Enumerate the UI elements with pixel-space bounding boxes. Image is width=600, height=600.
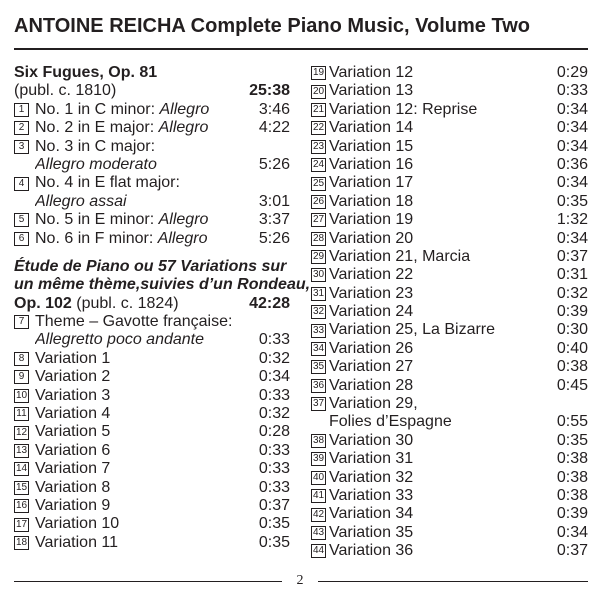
etude-published: (publ. c. 1824)	[71, 294, 179, 312]
track-name: Variation 12: Reprise	[329, 100, 478, 118]
track-name: Variation 8	[35, 478, 111, 496]
track-duration: 0:35	[556, 431, 588, 449]
track-row	[311, 542, 588, 560]
track-number: 24	[312, 159, 325, 171]
track-number: 17	[15, 518, 28, 530]
track-number: 38	[312, 435, 325, 446]
track-row	[14, 313, 290, 331]
track-number: 8	[14, 352, 29, 366]
track-duration: 0:33	[258, 460, 290, 478]
track-duration: 0:34	[556, 137, 588, 155]
track-row	[311, 487, 588, 505]
track-number: 11	[14, 407, 29, 421]
track-name: Variation 12	[329, 64, 414, 81]
track-row	[311, 321, 588, 339]
fugues-publication-line	[14, 82, 290, 100]
track-duration: 0:33	[258, 331, 290, 349]
track-row	[14, 138, 290, 156]
track-duration: 0:33	[258, 441, 290, 459]
track-row	[311, 138, 588, 156]
track-duration: 0:38	[556, 450, 588, 468]
track-number: 20	[312, 85, 325, 97]
track-number: 37	[312, 398, 325, 410]
track-duration: 0:35	[258, 533, 290, 551]
track-name: Variation 15	[329, 137, 414, 155]
track-name: Variation 13	[329, 82, 414, 100]
track-number: 4	[14, 177, 29, 191]
track-duration: 5:26	[258, 155, 290, 173]
track-number: 22	[312, 122, 325, 134]
track-row	[311, 450, 588, 468]
title-rule	[14, 48, 588, 50]
track-row	[14, 211, 290, 229]
track-row	[311, 64, 588, 82]
left-column	[14, 64, 311, 552]
track-number: 13	[15, 445, 28, 456]
track-duration: 0:38	[556, 468, 588, 486]
track-number: 25	[312, 177, 325, 189]
track-number: 21	[312, 103, 325, 115]
track-number: 42	[312, 508, 325, 520]
track-duration: 0:35	[556, 192, 588, 210]
track-row	[311, 505, 588, 523]
track-duration: 0:37	[258, 496, 290, 514]
track-name: Variation 20	[329, 229, 414, 247]
track-name: Variation 23	[329, 284, 414, 302]
track-number: 34	[312, 343, 325, 355]
track-duration: 3:01	[258, 192, 290, 210]
track-number: 39	[312, 453, 325, 465]
track-duration: 0:39	[556, 303, 588, 321]
track-number: 32	[312, 306, 325, 318]
track-number: 29	[312, 251, 325, 263]
track-row	[311, 432, 588, 450]
track-row	[311, 395, 588, 413]
track-name: Variation 3	[35, 386, 111, 404]
track-name: Variation 28	[329, 376, 414, 394]
etude-heading-line1: Étude de Piano ou 57 Variations sur	[14, 257, 287, 275]
track-number: 9	[14, 370, 29, 384]
track-duration: 0:35	[258, 515, 290, 533]
track-name: Variation 27	[329, 358, 414, 376]
track-tempo: Allegro	[158, 211, 209, 229]
track-number: 44	[312, 545, 325, 557]
track-number: 40	[312, 471, 325, 483]
track-number: 10	[15, 389, 28, 401]
track-row	[311, 82, 588, 100]
track-name: Variation 31	[329, 450, 414, 468]
track-name: Variation 34	[329, 505, 414, 523]
track-name: Variation 10	[35, 515, 120, 533]
footer-rule-left	[14, 581, 282, 582]
track-title	[35, 101, 259, 119]
track-row	[14, 119, 290, 137]
etude-total-time: 42:28	[249, 294, 290, 312]
track-name: No. 1 in C minor:	[35, 100, 160, 118]
track-duration: 0:37	[556, 247, 588, 265]
track-number: 7	[14, 315, 29, 329]
track-name: Variation 16	[329, 155, 414, 173]
track-duration: 0:32	[258, 349, 290, 367]
track-row	[311, 230, 588, 248]
track-duration: 0:29	[556, 64, 588, 81]
track-duration: 0:36	[556, 155, 588, 173]
track-duration: 0:28	[258, 423, 290, 441]
track-duration: 0:34	[556, 174, 588, 192]
track-row	[14, 405, 290, 423]
track-duration: 0:34	[556, 523, 588, 541]
track-name: Variation 30	[329, 431, 414, 449]
track-row	[311, 101, 588, 119]
track-name: No. 5 in E minor:	[35, 211, 159, 229]
track-number: 43	[312, 526, 325, 538]
track-number: 19	[312, 67, 325, 79]
track-name: Variation 22	[329, 266, 414, 284]
track-row-continuation	[14, 331, 290, 349]
track-row	[311, 156, 588, 174]
track-row-continuation	[311, 413, 588, 431]
track-row	[311, 174, 588, 192]
track-number: 30	[312, 269, 325, 281]
track-name: Variation 9	[35, 496, 111, 514]
track-name: Variation 29,	[329, 395, 418, 413]
track-tempo: Allegro moderato	[35, 155, 157, 173]
track-name: Variation 5	[35, 423, 111, 441]
track-duration: 0:33	[258, 386, 290, 404]
track-name: Variation 4	[35, 405, 111, 423]
etude-opus: Op. 102	[14, 294, 72, 312]
track-row	[311, 340, 588, 358]
track-number: 27	[312, 214, 325, 226]
track-subtitle: Folies d’Espagne	[329, 413, 452, 431]
track-number: 12	[15, 426, 28, 438]
track-duration: 0:34	[258, 368, 290, 386]
track-duration: 0:32	[258, 405, 290, 423]
track-number: 16	[15, 500, 28, 512]
fugues-total-time: 25:38	[249, 82, 290, 100]
track-row	[311, 469, 588, 487]
track-name: Variation 18	[329, 192, 414, 210]
track-row	[311, 193, 588, 211]
track-row	[311, 119, 588, 137]
track-duration: 4:22	[258, 119, 290, 137]
track-name: Theme – Gavotte française:	[35, 313, 233, 331]
track-name: No. 2 in E major:	[35, 119, 159, 137]
track-row	[311, 285, 588, 303]
track-duration: 5:26	[258, 229, 290, 247]
track-number: 2	[14, 121, 29, 135]
track-number: 3	[14, 140, 29, 154]
track-row	[311, 248, 588, 266]
etude-opus-line	[14, 295, 290, 313]
track-title	[35, 119, 259, 137]
fugues-heading: Six Fugues, Op. 81	[14, 64, 158, 81]
track-number: 36	[312, 379, 325, 391]
track-tempo: Allegro	[158, 119, 209, 137]
track-duration: 0:38	[556, 486, 588, 504]
right-variation-list-b	[311, 432, 588, 561]
track-duration: 0:38	[556, 358, 588, 376]
track-duration: 3:46	[258, 100, 290, 118]
track-number: 23	[312, 140, 325, 152]
track-row	[14, 101, 290, 119]
track-name: Variation 26	[329, 339, 414, 357]
track-tempo: Allegro	[159, 100, 210, 118]
track-row	[14, 174, 290, 192]
track-row	[14, 350, 290, 368]
track-number: 31	[312, 287, 325, 299]
track-name: Variation 21, Marcia	[329, 247, 471, 265]
track-tempo: Allegro	[157, 229, 208, 247]
track-row	[311, 303, 588, 321]
track-duration: 0:30	[556, 321, 588, 339]
track-row	[311, 266, 588, 284]
track-duration: 0:34	[556, 100, 588, 118]
track-name: Variation 32	[329, 468, 414, 486]
track-number: 26	[312, 195, 325, 207]
footer-rule-right	[318, 581, 588, 582]
track-row	[14, 423, 290, 441]
track-number: 41	[312, 490, 325, 502]
left-variation-list	[14, 350, 290, 552]
right-column	[311, 64, 588, 561]
track-row	[14, 387, 290, 405]
track-row	[14, 497, 290, 515]
track-name: No. 3 in C major:	[35, 137, 156, 155]
track-row-continuation	[14, 156, 290, 174]
track-row	[14, 534, 290, 552]
track-number: 28	[312, 232, 325, 244]
track-name: Variation 25, La Bizarre	[329, 321, 496, 339]
track-duration: 0:45	[556, 376, 588, 394]
track-name: Variation 33	[329, 486, 414, 504]
track-duration: 0:40	[556, 339, 588, 357]
fugues-published: (publ. c. 1810)	[14, 82, 117, 100]
track-row	[14, 515, 290, 533]
track-number: 1	[14, 103, 29, 117]
track-duration: 1:32	[556, 211, 588, 229]
track-title	[35, 211, 259, 229]
track-number: 6	[14, 232, 29, 246]
track-duration: 0:37	[556, 542, 588, 560]
track-duration: 0:34	[556, 229, 588, 247]
track-duration: 0:33	[556, 82, 588, 100]
track-name: Variation 35	[329, 523, 414, 541]
track-row	[14, 230, 290, 248]
track-tempo: Allegretto poco andante	[35, 331, 205, 349]
track-name: Variation 14	[329, 119, 414, 137]
track-name: Variation 6	[35, 441, 111, 459]
track-row	[311, 524, 588, 542]
track-row	[311, 358, 588, 376]
track-number: 5	[14, 213, 29, 227]
track-tempo: Allegro assai	[35, 192, 127, 210]
track-number: 15	[15, 481, 28, 493]
track-duration: 0:32	[556, 284, 588, 302]
track-duration: 0:39	[556, 505, 588, 523]
track-number: 18	[15, 536, 28, 548]
track-row	[14, 442, 290, 460]
track-duration: 0:33	[258, 478, 290, 496]
track-duration: 3:37	[258, 211, 290, 229]
section-gap	[14, 248, 290, 258]
track-name: Variation 11	[35, 533, 119, 551]
track-number: 14	[15, 463, 28, 475]
track-row-continuation	[14, 193, 290, 211]
etude-heading-line2: un même thème,suivies d’un Rondeau,	[14, 276, 311, 294]
track-name: Variation 36	[329, 542, 414, 560]
track-row	[311, 377, 588, 395]
track-name: Variation 7	[35, 460, 111, 478]
track-title	[35, 230, 259, 248]
right-variation-list-a	[311, 64, 588, 395]
track-duration: 0:55	[556, 413, 588, 431]
track-duration: 0:34	[556, 119, 588, 137]
track-name: No. 6 in F minor:	[35, 229, 158, 247]
track-row	[14, 479, 290, 497]
booklet-title: ANTOINE REICHA Complete Piano Music, Volume Two	[14, 15, 530, 37]
track-number: 35	[312, 361, 325, 373]
track-number: 33	[312, 324, 325, 336]
track-row	[14, 460, 290, 478]
page-number: 2	[296, 573, 304, 588]
track-name: Variation 24	[329, 303, 414, 321]
track-name: No. 4 in E flat major:	[35, 174, 180, 192]
track-row	[311, 211, 588, 229]
track-duration: 0:31	[556, 266, 588, 284]
track-row	[14, 368, 290, 386]
track-name: Variation 1	[35, 349, 111, 367]
track-name: Variation 19	[329, 211, 414, 229]
track-name: Variation 2	[35, 368, 111, 386]
track-name: Variation 17	[329, 174, 414, 192]
